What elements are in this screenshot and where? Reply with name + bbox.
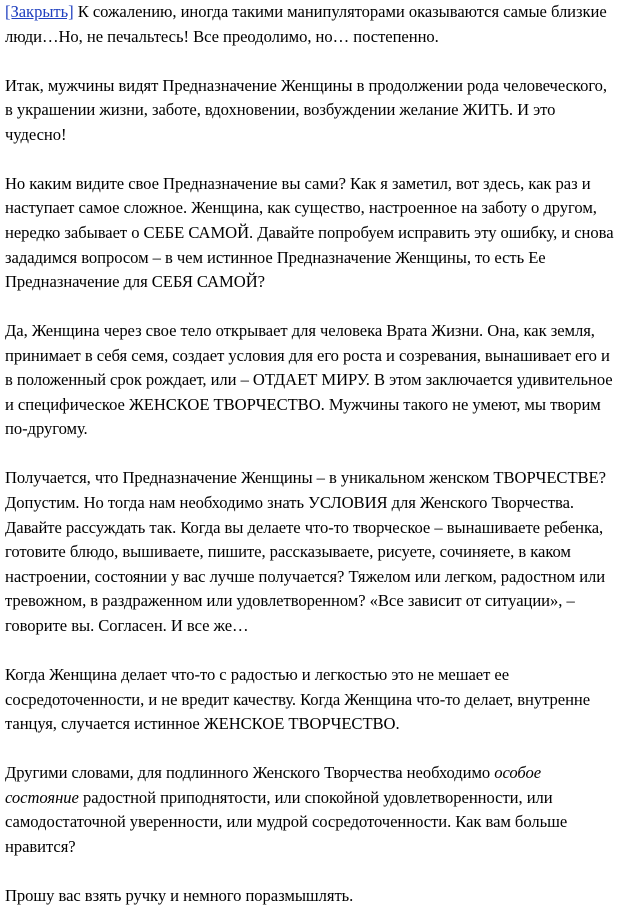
paragraph-7 (5, 761, 616, 859)
paragraph-7-before: Другими словами, для подлинного Женского Творчества необходимо (5, 763, 495, 783)
paragraph-3: Но каким видите свое Предназначение вы сами? Как я заметил, вот здесь, как раз и наступает самое сложное. Женщина, как существо, настроенное на заботу о другом, нередко забывает о СЕБЕ САМОЙ. Давайте попробуем исправить эту ошибку, и снова зададимся вопросом – в чем истинное Предназначение Женщины, то есть Ее Предназначение для СЕБЯ САМОЙ? (5, 173, 614, 292)
paragraph-6: Когда Женщина делает что-то с радостью и легкостью это не мешает ее сосредоточенности, и не вредит качеству. Когда Женщина что-то делает, внутренне танцуя, случается истинное ЖЕНСКОЕ ТВОРЧЕСТВО. (5, 665, 591, 734)
close-link[interactable]: [Закрыть] (5, 2, 74, 21)
paragraph-1 (5, 0, 616, 49)
paragraph-5: Получается, что Предназначение Женщины – в уникальном женском ТВОРЧЕСТВЕ? Допустим. Но тогда нам необходимо знать УСЛОВИЯ для Женского Творчества. Давайте рассуждать так. Когда вы делаете что-то творческое – вынашиваете ребенка, готовите блюдо, вышиваете, пишите, рассказываете, рисуете, сочиняете, в каком настроении, состоянии у вас лучше получается? Тяжелом или легком, радостном или тревожном, в раздраженном или удовлетворенном? «Все зависит от ситуации», – говорите вы. Согласен. И все же… (5, 468, 606, 636)
paragraph-2: Итак, мужчины видят Предназначение Женщины в продолжении рода человеческого, в украшении жизни, заботе, вдохновении, возбуждении желание ЖИТЬ. И это чудесно! (5, 75, 608, 144)
paragraph-8: Прошу вас взять ручку и немного поразмышлять. (5, 885, 354, 905)
paragraph-1-text: К сожалению, иногда такими манипуляторами оказываются самые близкие люди…Но, не печальтесь! Все преодолимо, но… постепенно. (5, 2, 607, 46)
paragraph-4: Да, Женщина через свое тело открывает для человека Врата Жизни. Она, как земля, принимает в себя семя, создает условия для его роста и созревания, вынашивает его и в положенный срок рождает, или – ОТДАЕТ МИРУ. В этом заключается удивительное и специфическое ЖЕНСКОЕ ТВОРЧЕСТВО. Мужчины такого не умеют, мы творим по-другому. (5, 321, 613, 439)
paragraph-7-emphasis: особое состояние (5, 763, 542, 807)
paragraph-7-after: радостной приподнятости, или спокойной удовлетворенности, или самодостаточной уверенности, или мудрой сосредоточенности. Как вам больше нравится? (5, 787, 568, 856)
